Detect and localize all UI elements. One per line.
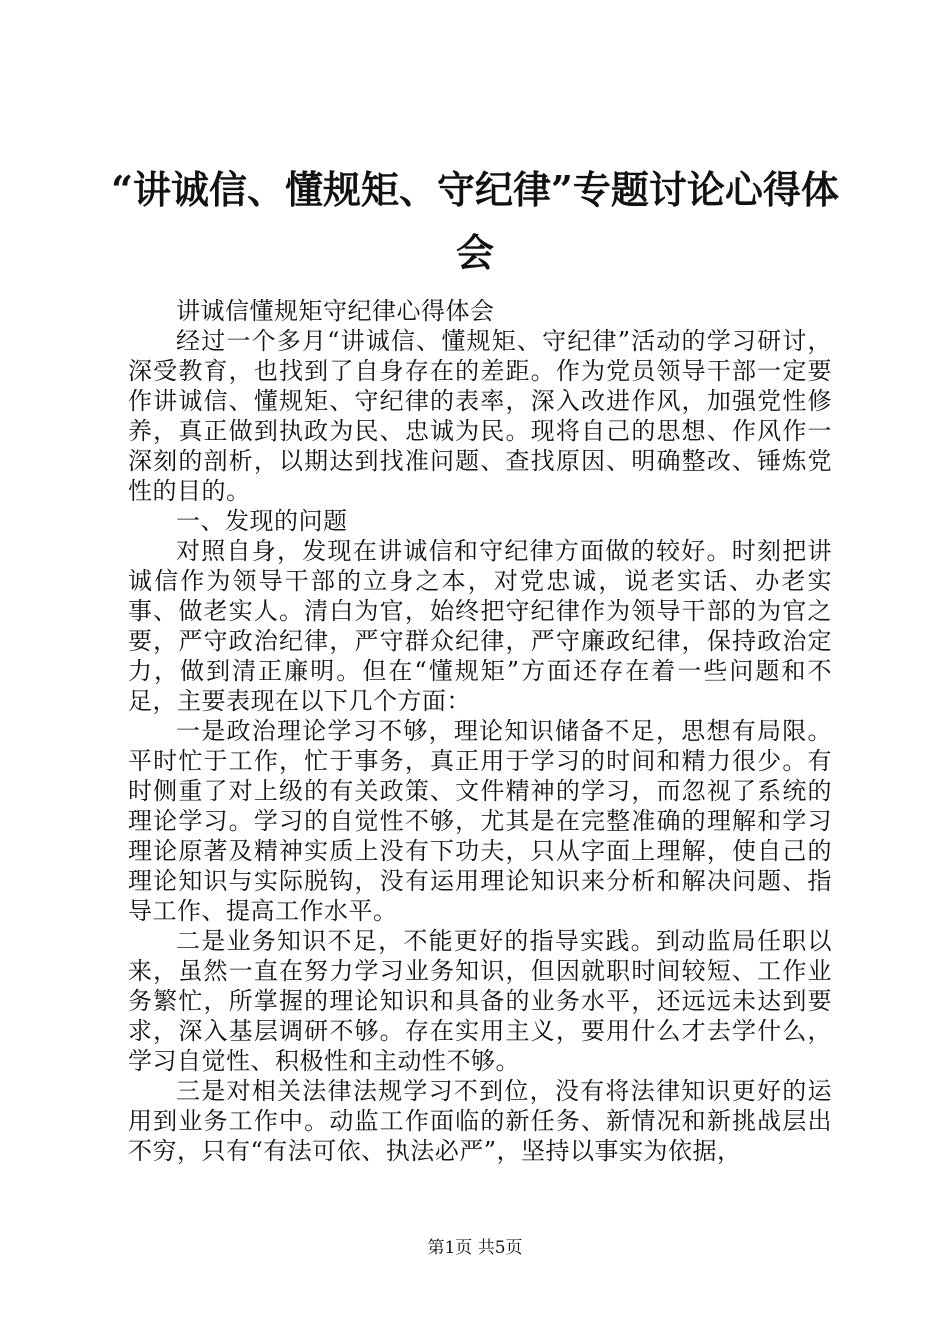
paragraph-subtitle: 讲诚信懂规矩守纪律心得体会 xyxy=(176,297,495,325)
document-body xyxy=(128,296,832,1166)
section-heading-problems: 一、发现的问题 xyxy=(176,507,348,535)
paragraph-point-three: 三是对相关法律法规学习不到位，没有将法律知识更好的运用到业务工作中。动监工作面临的新任务、新情况和新挑战层出不穷，只有“有法可依、执法必严”，坚持以事实为依据， xyxy=(128,1077,832,1165)
paragraph-self-review: 对照自身，发现在讲诚信和守纪律方面做的较好。时刻把讲诚信作为领导干部的立身之本，对党忠诚，说老实话、办老实事、做老实人。清白为官，始终把守纪律作为领导干部的为官之要，严守政治纪律，严守群众纪律，严守廉政纪律，保持政治定力，做到清正廉明。但在“懂规矩”方面还存在着一些问题和不足，主要表现在以下几个方面： xyxy=(128,537,832,715)
paragraph-point-two: 二是业务知识不足，不能更好的指导实践。到动监局任职以来，虽然一直在努力学习业务知识，但因就职时间较短、工作业务繁忙，所掌握的理论知识和具备的业务水平，还远远未达到要求，深入基层调研不够。存在实用主义，要用什么才去学什么，学习自觉性、积极性和主动性不够。 xyxy=(128,927,832,1075)
paragraph-point-one: 一是政治理论学习不够，理论知识储备不足，思想有局限。平时忙于工作，忙于事务，真正用于学习的时间和精力很少。有时侧重了对上级的有关政策、文件精神的学习，而忽视了系统的理论学习。学习的自觉性不够，尤其是在完整准确的理解和学习理论原著及精神实质上没有下功夫，只从字面上理解，使自己的理论知识与实际脱钩，没有运用理论知识来分析和解决问题、指导工作、提高工作水平。 xyxy=(128,717,832,925)
document-title: “讲诚信、懂规矩、守纪律”专题讨论心得体会 xyxy=(111,167,839,275)
page-footer: 第1页 共5页 xyxy=(427,1238,523,1258)
paragraph-intro: 经过一个多月“讲诚信、懂规矩、守纪律”活动的学习研讨，深受教育，也找到了自身存在的差距。作为党员领导干部一定要作讲诚信、懂规矩、守纪律的表率，深入改进作风，加强党性修养，真正做到执政为民、忠诚为民。现将自己的思想、作风作一深刻的剖析，以期达到找准问题、查找原因、明确整改、锤炼党性的目的。 xyxy=(128,327,832,505)
